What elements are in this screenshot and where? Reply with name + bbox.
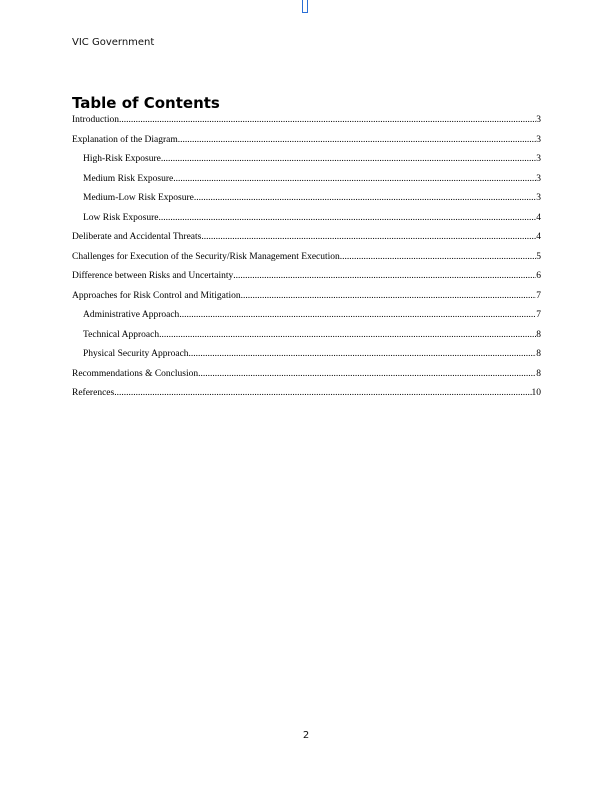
toc-dot-leader <box>233 271 536 281</box>
toc-entry-label: Technical Approach <box>83 329 160 340</box>
toc-entry-technical-approach[interactable] <box>72 330 541 350</box>
toc-entry-label: Physical Security Approach <box>83 349 189 359</box>
toc-entry-explanation-of-diagram[interactable] <box>72 135 541 155</box>
toc-dot-leader <box>161 154 536 164</box>
toc-entry-label: Deliberate and Accidental Threats <box>72 232 202 242</box>
toc-entry-low-risk-exposure[interactable] <box>72 213 541 233</box>
toc-entry-page: 3 <box>536 115 541 125</box>
toc-entry-label: Administrative Approach <box>83 310 180 320</box>
toc-entry-label: Medium-Low Risk Exposure <box>83 193 194 203</box>
toc-entry-page: 8 <box>536 368 541 379</box>
toc-title: Table of Contents <box>72 94 220 112</box>
toc-dot-leader <box>114 388 531 398</box>
toc-entry-high-risk-exposure[interactable] <box>72 154 541 174</box>
toc-entry-label: Approaches for Risk Control and Mitigation <box>72 290 241 301</box>
text-cursor-icon <box>302 0 308 13</box>
toc-dot-leader <box>340 252 536 262</box>
toc-entry-page: 3 <box>536 173 541 184</box>
toc-entry-page: 7 <box>536 310 541 320</box>
toc-entry-label: High-Risk Exposure <box>83 154 161 164</box>
toc-dot-leader <box>158 213 536 223</box>
toc-entry-challenges[interactable] <box>72 252 541 272</box>
toc-dot-leader <box>241 291 537 301</box>
toc-entry-page: 5 <box>536 251 541 262</box>
toc-dot-leader <box>119 115 536 125</box>
toc-entry-page: 3 <box>536 134 541 145</box>
toc-entry-label: Recommendations & Conclusion <box>72 368 199 379</box>
toc-entry-label: Explanation of the Diagram <box>72 134 178 145</box>
toc-entry-page: 3 <box>536 193 541 203</box>
toc-entry-page: 10 <box>531 388 541 398</box>
toc-entry-approaches[interactable] <box>72 291 541 311</box>
page-number: 2 <box>302 730 310 741</box>
toc-dot-leader <box>159 330 536 340</box>
toc-dot-leader <box>179 310 536 320</box>
toc-dot-leader <box>194 193 536 203</box>
toc-entry-physical-security-approach[interactable] <box>72 349 541 369</box>
toc-entry-label: Introduction <box>72 115 119 125</box>
toc-dot-leader <box>198 369 536 379</box>
toc-entry-administrative-approach[interactable] <box>72 310 541 330</box>
toc-entry-label: Low Risk Exposure <box>83 212 159 223</box>
toc-entry-risks-vs-uncertainty[interactable] <box>72 271 541 291</box>
toc-entry-recommendations-conclusion[interactable] <box>72 369 541 389</box>
toc-entry-page: 6 <box>536 271 541 281</box>
toc-entry-references[interactable] <box>72 388 541 408</box>
toc-entry-page: 3 <box>536 154 541 164</box>
toc-dot-leader <box>178 135 536 145</box>
toc-entry-label: Medium Risk Exposure <box>83 173 174 184</box>
toc-entry-page: 7 <box>536 290 541 301</box>
toc-entry-page: 4 <box>536 232 541 242</box>
toc-entry-page: 8 <box>536 329 541 340</box>
toc-dot-leader <box>189 349 537 359</box>
page-header: VIC Government <box>72 37 155 48</box>
toc-entry-introduction[interactable] <box>72 115 541 135</box>
toc-entry-deliberate-accidental-threats[interactable] <box>72 232 541 252</box>
toc-entry-page: 8 <box>536 349 541 359</box>
toc-dot-leader <box>201 232 536 242</box>
toc-entry-label: Difference between Risks and Uncertainty <box>72 271 234 281</box>
toc-dot-leader <box>173 174 536 184</box>
toc-entry-medium-low-risk-exposure[interactable] <box>72 193 541 213</box>
toc-entry-label: Challenges for Execution of the Security/Risk Management Execution <box>72 251 340 262</box>
toc-entry-medium-risk-exposure[interactable] <box>72 174 541 194</box>
table-of-contents <box>72 115 541 408</box>
toc-entry-label: References <box>72 388 115 398</box>
toc-entry-page: 4 <box>536 212 541 223</box>
